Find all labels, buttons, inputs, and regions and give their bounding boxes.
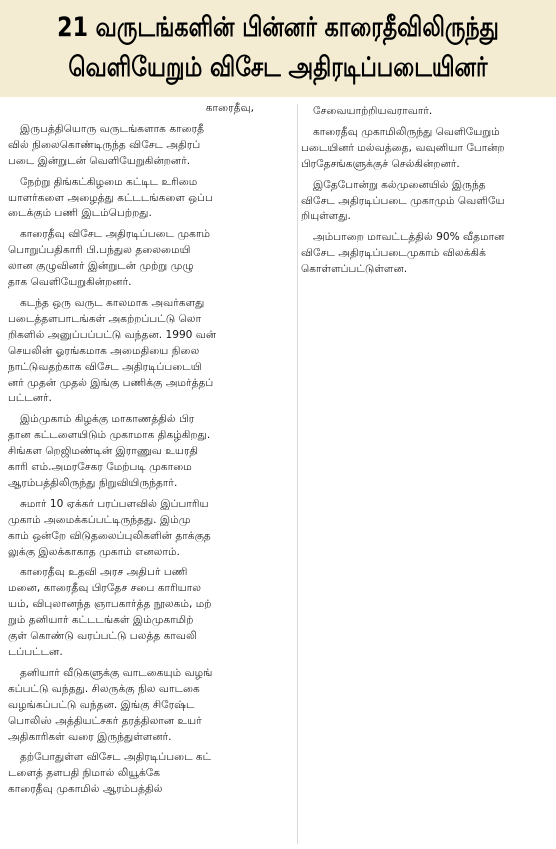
article-line: இம்முகாம் கிழக்கு மாகாணத்தில் பிர xyxy=(20,413,195,426)
article-paragraph xyxy=(8,412,294,492)
article-paragraph xyxy=(301,230,552,278)
article-line: ஆரம்பத்திலிருந்து நிறுவியிருந்தார். xyxy=(8,476,178,489)
article-line: பிரதேசங்களுக்குச் செல்கின்றனர். xyxy=(301,157,460,170)
article-line: காரி எம்.அமரசேகர மேற்படி முகாமை xyxy=(8,461,192,474)
article-line: காம் ஒன்றே விடுதலைப்புலிகளின் தாக்குத xyxy=(8,529,211,542)
article-line: பொலிஸ் அத்தியட்சகர் தரத்திலான உயர் xyxy=(8,714,202,727)
article-paragraph xyxy=(8,122,294,170)
article-paragraph xyxy=(8,497,294,561)
article-paragraph xyxy=(8,565,294,660)
article-line: காரைதீவு, xyxy=(205,102,254,114)
article-paragraph xyxy=(301,104,552,120)
article-paragraph xyxy=(8,666,294,746)
article-line: டளைத் தளபதி நிமால் லியூக்கே xyxy=(8,767,161,780)
article-line: தனியார் வீடுகளுக்கு வாடகையும் வழங் xyxy=(20,666,213,679)
article-line: கடந்த ஒரு வருட காலமாக அவர்களது xyxy=(20,296,205,309)
article-line: கப்பட்டு வந்தது. சிலருக்கு நில வாடகை xyxy=(8,682,200,695)
headline-line-2: வெளியேறும் விசேட அதிரடிப்படையினர் xyxy=(68,52,488,83)
article-line: படைத்தளபாடங்கள் அகற்றப்பட்டு லொ xyxy=(8,312,202,325)
article-line: பட்டனர். xyxy=(8,392,52,405)
article-line: சிங்கள றெஜிமண்டின் இராணுவ உயரதி xyxy=(8,445,199,458)
headline xyxy=(0,0,556,97)
article-line: இதேபோன்று கல்முனையில் இருந்த xyxy=(313,178,486,191)
column-divider xyxy=(297,104,298,844)
article-column-right xyxy=(301,104,552,283)
article-line: காரைதீவு முகாமில் ஆரம்பத்தில் xyxy=(8,783,163,796)
article-line: முகாம் அமைக்கப்பட்டிருந்தது. இம்மு xyxy=(8,513,191,526)
article-line: படை இன்றுடன் வெளியேறுகின்றனர். xyxy=(8,154,191,167)
article-line: யாளர்களை அழைத்து கட்டடங்களை ஒப்ப xyxy=(8,191,213,204)
article-paragraph xyxy=(8,750,294,798)
article-line: சுமார் 10 ஏக்கர் பரப்பளவில் இப்பாரிய xyxy=(20,497,209,510)
article-line: இருபத்தியொரு வருடங்களாக காரைதீ xyxy=(20,122,205,135)
article-line: விசேட அதிரடிப்படைமுகாம் விலக்கிக் xyxy=(301,247,486,260)
article-line: னர் முதன் முதல் இங்கு பணிக்கு அமர்த்தப் xyxy=(8,376,214,389)
article-line: மனை, காரைதீவு பிரதேச சபை காரியால xyxy=(8,582,202,595)
article-line: அம்பாறை மாவட்டத்தில் 90% வீதமான xyxy=(313,231,505,244)
article-line: வில் நிலைகொண்டிருந்த விசேட அதிரப் xyxy=(8,138,201,151)
article-line: குள் கொண்டு வரப்பட்டு பலத்த காவலி xyxy=(8,630,197,643)
article-line: நேற்று திங்கட்கிழமை கட்டிட உரிமை xyxy=(20,175,198,188)
article-paragraph xyxy=(8,296,294,407)
article-line: தாக வெளியேறுகின்றனர். xyxy=(8,276,132,289)
article-line: டைக்கும் பணி இடம்பெற்றது. xyxy=(8,207,152,220)
article-paragraph xyxy=(8,227,294,291)
article-line: யம், விபுலானந்த ஞாபகார்த்த நூலகம், மற் xyxy=(8,598,212,611)
article-line: விசேட அதிரடிப்படை முகாமும் வெளியே xyxy=(301,194,505,207)
article-line: றிகளில் அனுப்பப்பட்டு வந்தன. 1990 வன் xyxy=(8,328,217,341)
article-paragraph xyxy=(8,175,294,223)
article-line: காரைதீவு உதவி அரச அதிபர் பணி xyxy=(20,566,188,579)
article-line: செயலின் ஓரங்கமாக அமைதியை நிலை xyxy=(8,344,200,357)
article-line: வழங்கப்பட்டு வந்தன. இங்கு சிரேஷ்ட xyxy=(8,698,195,711)
article-line: றியுள்ளது. xyxy=(301,210,351,223)
article-line: டப்பட்டன. xyxy=(8,646,63,658)
article-column-left xyxy=(8,101,294,803)
headline-line-1: 21 வருடங்களின் பின்னர் காரைதீவிலிருந்து xyxy=(57,12,499,43)
article-line: தற்போதுள்ள விசேட அதிரடிப்படை கட் xyxy=(20,751,212,764)
article-line: காரைதீவு விசேட அதிரடிப்படை முகாம் xyxy=(20,228,210,241)
article-line: தான கட்டளையிடும் முகாமாக திகழ்கிறது. xyxy=(8,429,211,442)
article-line: காரைதீவு முகாமிலிருந்து வெளியேறும் xyxy=(313,125,500,138)
article-line: லான குழுவினர் இன்றுடன் முற்று முழு xyxy=(8,260,194,273)
article-line: கொள்ளப்பட்டுள்ளன. xyxy=(301,263,408,276)
article-line: றும் தனியார் கட்டடங்கள் இம்முகாமிற் xyxy=(8,614,194,627)
article-paragraph xyxy=(301,178,552,226)
article-paragraph xyxy=(8,101,294,117)
article-line: நாட்டுவதற்காக விசேட அதிரடிப்படையி xyxy=(8,360,202,373)
article-paragraph xyxy=(301,125,552,173)
article-line: சேவையாற்றியவராவார். xyxy=(313,105,433,117)
article-line: படையினர் மல்வத்தை, வவுனியா போன்ற xyxy=(301,141,505,154)
article-line: பொறுப்பதிகாரி பி.பந்துல தலைமையி xyxy=(8,244,191,257)
article-line: லுக்கு இலக்காகாத முகாம் எனலாம். xyxy=(8,545,180,558)
article-line: அதிகாரிகள் வரை இருந்துள்ளனர். xyxy=(8,730,172,743)
